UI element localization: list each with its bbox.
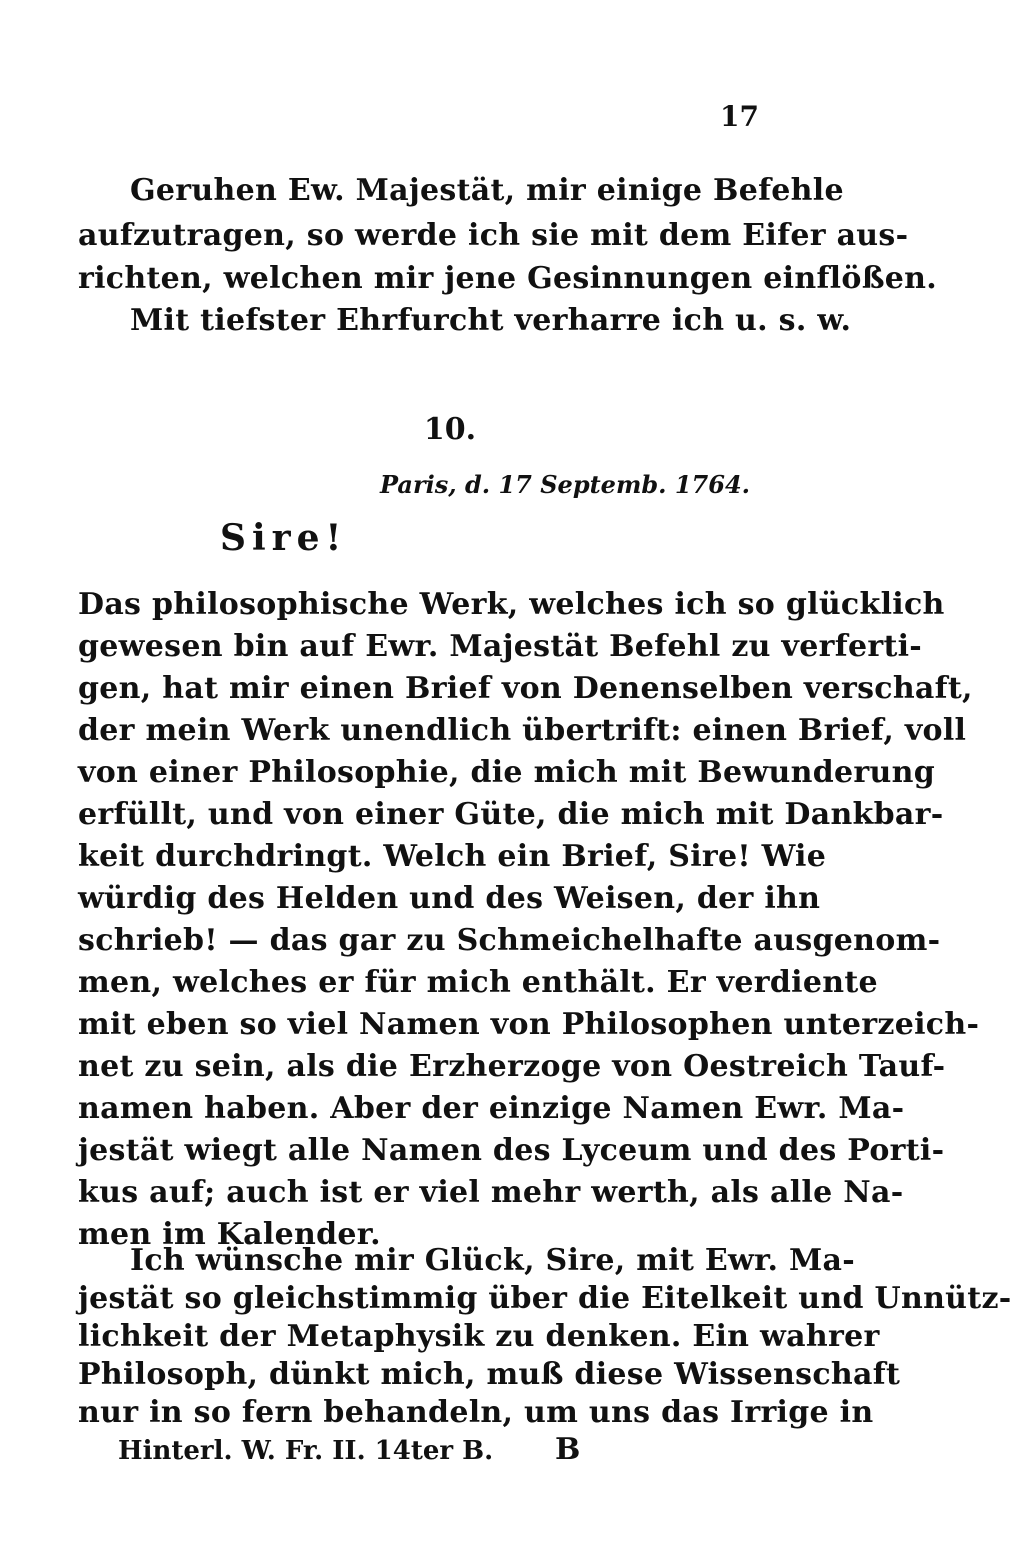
body-line: men, welches er für mich enthält. Er verdiente	[78, 965, 878, 1000]
salutation: Sire!	[220, 517, 348, 559]
body-line: gewesen bin auf Ewr. Majestät Befehl zu verferti-	[78, 629, 923, 664]
body-line: nur in so fern behandeln, um uns das Irrige in	[78, 1395, 874, 1430]
body-line: jestät wiegt alle Namen des Lyceum und des Porti-	[78, 1133, 945, 1168]
body-line: namen haben. Aber der einzige Namen Ewr. Ma-	[78, 1091, 905, 1126]
closing-line-2: aufzutragen, so werde ich sie mit dem Eifer aus-	[78, 218, 909, 253]
body-line: der mein Werk unendlich übertrift: einen Brief, voll	[78, 713, 967, 748]
body-line: schrieb! — das gar zu Schmeichelhafte ausgenom-	[78, 923, 941, 958]
body-line: Philosoph, dünkt mich, muß diese Wissenschaft	[78, 1357, 901, 1392]
body-line: jestät so gleichstimmig über die Eitelkeit und Unnütz-	[78, 1281, 1012, 1316]
body-line: lichkeit der Metaphysik zu denken. Ein wahrer	[78, 1319, 880, 1354]
sheet-signature: B	[555, 1432, 581, 1467]
footer-signature: Hinterl. W. Fr. II. 14ter B.	[118, 1436, 494, 1466]
body-line: erfüllt, und von einer Güte, die mich mit Dankbar-	[78, 797, 944, 832]
body-line: kus auf; auch ist er viel mehr werth, als alle Na-	[78, 1175, 904, 1210]
body-line: von einer Philosophie, die mich mit Bewunderung	[78, 755, 936, 790]
body-line: würdig des Helden und des Weisen, der ihn	[78, 881, 821, 916]
closing-line-1: Geruhen Ew. Majestät, mir einige Befehle	[130, 173, 844, 208]
body-line: gen, hat mir einen Brief von Denenselben verschaft,	[78, 671, 973, 706]
closing-formula: Mit tiefster Ehrfurcht verharre ich u. s. w.	[130, 303, 852, 338]
letter-number: 10.	[423, 412, 477, 447]
body-line: Das philosophische Werk, welches ich so glücklich	[78, 587, 945, 622]
body-line: net zu sein, als die Erzherzoge von Oestreich Tauf-	[78, 1049, 946, 1084]
closing-line-3: richten, welchen mir jene Gesinnungen einflößen.	[78, 261, 938, 296]
body-line: men im Kalender.	[78, 1217, 381, 1252]
page-number: 17	[720, 100, 759, 133]
dateline: Paris, d. 17 Septemb. 1764.	[380, 470, 750, 499]
body-line: mit eben so viel Namen von Philosophen unterzeich-	[78, 1007, 980, 1042]
body-line: keit durchdringt. Welch ein Brief, Sire! Wie	[78, 839, 827, 874]
body-line: Ich wünsche mir Glück, Sire, mit Ewr. Ma-	[130, 1243, 855, 1278]
